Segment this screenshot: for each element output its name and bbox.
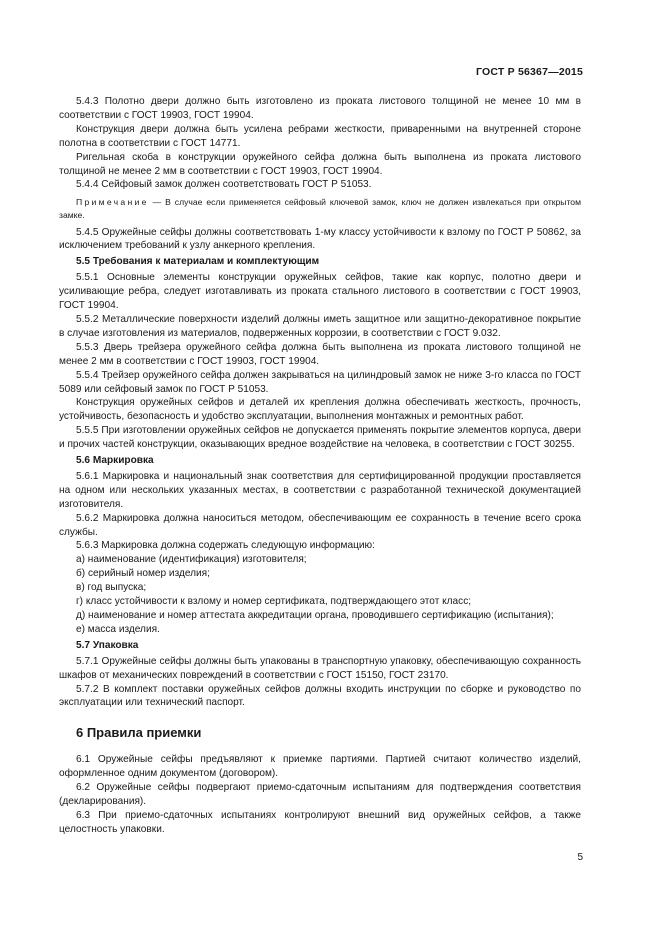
paragraph: 5.4.5 Оружейные сейфы должны соответствовать 1-му классу устойчивости к взлому по ГОСТ Р 50862, за исключением требований к узлу анкерного крепления. xyxy=(59,226,581,252)
paragraph: 5.7.1 Оружейные сейфы должны быть упакованы в транспортную упаковку, обеспечивающую сохранность шкафов от механических повреждений в соответствии с ГОСТ 15150, ГОСТ 23170. xyxy=(59,655,581,681)
paragraph: 6.1 Оружейные сейфы предъявляют к приемке партиями. Партией считают количество изделий, оформленное одним документом (договором). xyxy=(59,754,581,780)
paragraph: 5.6.3 Маркировка должна содержать следующую информацию: xyxy=(76,540,375,552)
section-heading: 6 Правила приемки xyxy=(76,725,202,741)
paragraph: е) масса изделия. xyxy=(76,623,160,635)
paragraph: 5.5.5 При изготовлении оружейных сейфов не допускается применять покрытие элементов корпуса, двери и прочих частей конструкции, оказывающих вредное воздействие на человека, в соответствии с ГОСТ 30255. xyxy=(59,425,581,451)
paragraph: 5.4.3 Полотно двери должно быть изготовлено из проката листового толщиной не менее 10 мм в соответствии с ГОСТ 19903, ГОСТ 19904. xyxy=(59,96,581,121)
paragraph: 5.7.2 В комплект поставки оружейных сейфов должны входить инструкции по сборке и руководство по эксплуатации или технический паспорт. xyxy=(59,683,581,709)
paragraph: 5.4.4 Сейфовый замок должен соответствовать ГОСТ Р 51053. xyxy=(76,179,372,191)
paragraph: д) наименование и номер аттестата аккредитации органа, проводившего сертификацию (испытания); xyxy=(76,610,554,621)
paragraph: 5.5.1 Основные элементы конструкции оружейных сейфов, такие как корпус, полотно двери и усиливающие ребра, следует изготавливать из проката стального листового в соответствии с ГОСТ 19903, ГОСТ 19904. xyxy=(59,272,581,312)
note-label: Примечание xyxy=(76,197,149,208)
note-text: — В случае если применяется сейфовый ключевой замок, ключ не должен извлекаться при открытом замке. xyxy=(59,197,581,220)
paragraph: 6.3 При приемо-сдаточных испытаниях контролируют внешний вид оружейных сейфов, а также целостность упаковки. xyxy=(59,809,581,835)
page-number: 5 xyxy=(577,852,583,863)
paragraph: 5.5.4 Трейзер оружейного сейфа должен закрываться на цилиндровый замок не ниже 3-го класса по ГОСТ 5089 или сейфовый замок по ГОСТ Р 51053. xyxy=(59,369,581,395)
subsection-heading: 5.6 Маркировка xyxy=(76,455,154,467)
paragraph: Конструкция двери должна быть усилена ребрами жесткости, приваренными на внутренней стороне полотна в соответствии с ГОСТ 14771. xyxy=(59,123,581,149)
paragraph: 5.5.3 Дверь трейзера оружейного сейфа должна быть выполнена из проката листового толщиной не менее 2 мм в соответствии с ГОСТ 19903, ГОСТ 19904. xyxy=(59,341,581,367)
document-body xyxy=(59,95,581,837)
paragraph: 5.5.2 Металлические поверхности изделий должны иметь защитное или защитно-декоративное покрытие в случае изготовления из материалов, подверженных коррозии, в соответствии с ГОСТ 9.032. xyxy=(59,313,581,339)
paragraph: б) серийный номер изделия; xyxy=(76,568,210,580)
paragraph: г) класс устойчивости к взлому и номер сертификата, подтверждающего этот класс; xyxy=(76,596,472,608)
paragraph: Конструкция оружейных сейфов и деталей их крепления должна обеспечивать жесткость, прочность, устойчивость, безопасность и удобство эксплуатации, выполнения монтажных и ремонтных работ. xyxy=(59,397,581,423)
paragraph: 5.6.1 Маркировка и национальный знак соответствия для сертифицированной продукции проставляется на одном или нескольких указанных местах, в соответствии с разработанной технической документацией изготовителя. xyxy=(59,470,581,510)
subsection-heading: 5.7 Упаковка xyxy=(76,639,139,651)
note-paragraph xyxy=(59,196,581,221)
paragraph: 5.6.2 Маркировка должна наноситься методом, обеспечивающим ее сохранность в течение всего срока службы. xyxy=(59,512,581,538)
paragraph: в) год выпуска; xyxy=(76,582,147,594)
paragraph: 6.2 Оружейные сейфы подвергают приемо-сдаточным испытаниям для подтверждения соответствия (декларирования). xyxy=(59,782,581,808)
document-header-id: ГОСТ Р 56367—2015 xyxy=(475,66,583,78)
paragraph: а) наименование (идентификация) изготовителя; xyxy=(76,554,307,566)
paragraph: Ригельная скоба в конструкции оружейного сейфа должна быть выполнена из проката листового толщиной не менее 2 мм в соответствии с ГОСТ 19903, ГОСТ 19904. xyxy=(59,151,581,177)
subsection-heading: 5.5 Требования к материалам и комплектующим xyxy=(76,256,320,268)
